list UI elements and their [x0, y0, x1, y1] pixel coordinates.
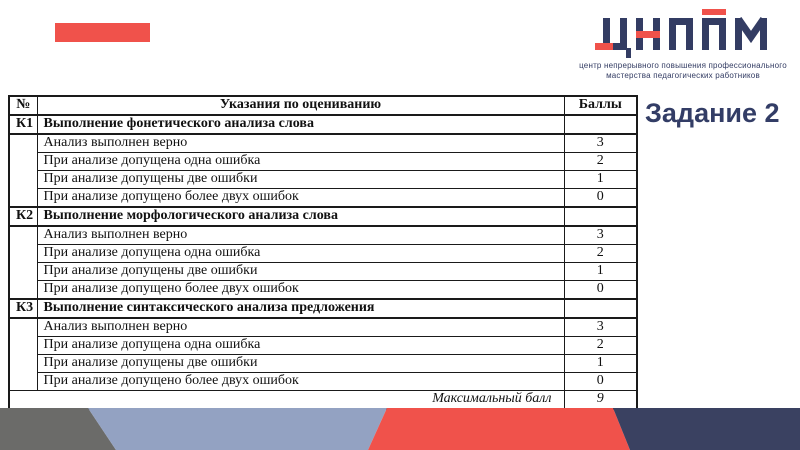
criterion-text: Анализ выполнен верно: [37, 226, 564, 245]
criterion-score: 3: [564, 134, 637, 153]
empty-number-cell: [9, 134, 37, 207]
section-row-k3: [9, 299, 637, 318]
criterion-row: [9, 263, 637, 281]
empty-number-cell: [9, 226, 37, 299]
total-score: 9: [564, 391, 637, 410]
section-score-empty: [564, 207, 637, 226]
table-header-row: [9, 96, 637, 115]
criterion-score: 0: [564, 189, 637, 208]
empty-number-cell: [9, 318, 37, 391]
criterion-text: Анализ выполнен верно: [37, 318, 564, 337]
criterion-score: 1: [564, 171, 637, 189]
col-header-points: Баллы: [564, 96, 637, 115]
section-title: Выполнение фонетического анализа слова: [37, 115, 564, 134]
criterion-score: 1: [564, 355, 637, 373]
criterion-row: [9, 318, 637, 337]
cnppm-logo-icon: [595, 6, 771, 61]
section-code: К2: [9, 207, 37, 226]
criterion-score: 0: [564, 373, 637, 391]
criterion-text: Анализ выполнен верно: [37, 134, 564, 153]
criterion-text: При анализе допущена одна ошибка: [37, 245, 564, 263]
footer-shape-red: [368, 408, 630, 450]
col-header-guidelines: Указания по оцениванию: [37, 96, 564, 115]
brand-logo: [574, 6, 792, 81]
section-score-empty: [564, 299, 637, 318]
logo-tagline-line2: мастерства педагогических работников: [606, 71, 760, 80]
criterion-text: При анализе допущено более двух ошибок: [37, 189, 564, 208]
criterion-row: [9, 134, 637, 153]
logo-tagline-line1: центр непрерывного повышения профессионального: [579, 61, 787, 70]
section-title: Выполнение синтаксического анализа предложения: [37, 299, 564, 318]
section-row-k2: [9, 207, 637, 226]
criterion-score: 2: [564, 337, 637, 355]
col-header-number: №: [9, 96, 37, 115]
total-row: [9, 391, 637, 410]
scoring-table: [8, 95, 638, 410]
criterion-score: 0: [564, 281, 637, 300]
section-code: К1: [9, 115, 37, 134]
section-code: К3: [9, 299, 37, 318]
criterion-row: [9, 373, 637, 391]
criterion-score: 2: [564, 153, 637, 171]
criterion-text: При анализе допущены две ошибки: [37, 171, 564, 189]
section-row-k1: [9, 115, 637, 134]
section-title: Выполнение морфологического анализа слова: [37, 207, 564, 226]
footer-shape-blue-gray: [88, 408, 387, 450]
criterion-score: 2: [564, 245, 637, 263]
criterion-row: [9, 355, 637, 373]
criterion-row: [9, 337, 637, 355]
criterion-row: [9, 171, 637, 189]
criterion-row: [9, 281, 637, 300]
criterion-row: [9, 189, 637, 208]
criterion-score: 3: [564, 226, 637, 245]
criterion-text: При анализе допущено более двух ошибок: [37, 281, 564, 300]
criterion-text: При анализе допущена одна ошибка: [37, 337, 564, 355]
criterion-row: [9, 226, 637, 245]
criterion-row: [9, 153, 637, 171]
footer-shape-navy: [613, 408, 800, 450]
criterion-text: При анализе допущена одна ошибка: [37, 153, 564, 171]
criterion-text: При анализе допущены две ошибки: [37, 355, 564, 373]
criterion-text: При анализе допущено более двух ошибок: [37, 373, 564, 391]
accent-bar: [55, 23, 150, 42]
section-score-empty: [564, 115, 637, 134]
criterion-text: При анализе допущены две ошибки: [37, 263, 564, 281]
criterion-score: 1: [564, 263, 637, 281]
criterion-row: [9, 245, 637, 263]
task-title: Задание 2: [645, 98, 780, 128]
total-label: Максимальный балл: [9, 391, 564, 410]
criterion-score: 3: [564, 318, 637, 337]
footer-decoration: [0, 408, 800, 450]
